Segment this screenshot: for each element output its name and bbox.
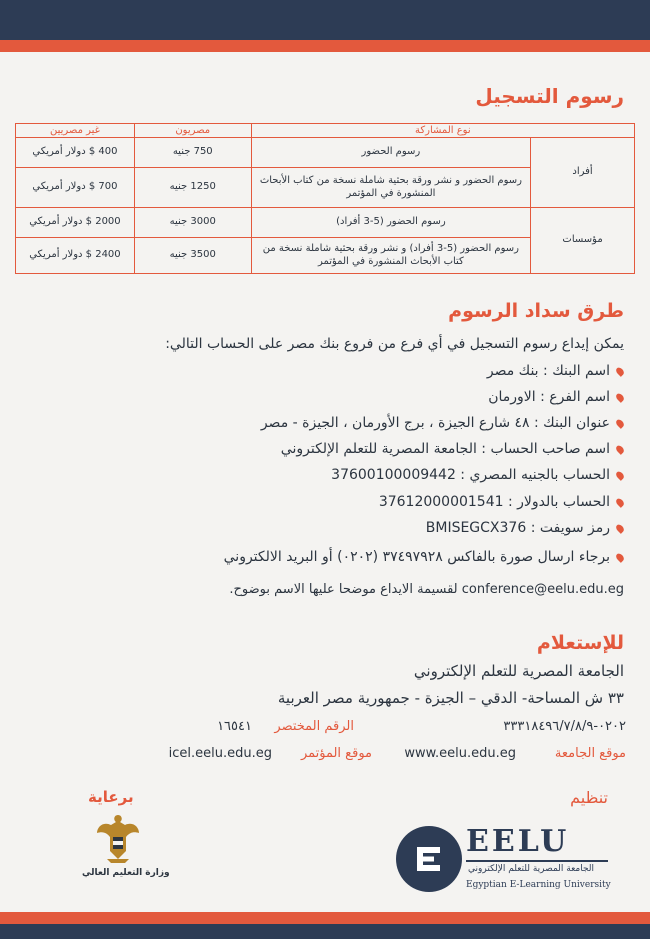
fees-table [15,123,635,274]
payment-item-text: رمز سويفت : BMISEGCX376 [425,520,610,536]
table-header-row [16,124,635,138]
payment-item [281,441,624,457]
top-orange-band [0,40,650,52]
bottom-navy-band [0,924,650,939]
payment-item-text: برجاء ارسال صورة بالفاكس ٣٧٤٩٧٩٢٨ (٠٢٠٢) أو البريد الالكتروني [223,549,610,565]
eelu-logo-arabic: الجامعة المصرية للتعلم الإلكتروني [468,864,595,874]
payment-item-text: الحساب بالدولار : 37612000001541 [378,494,610,510]
location-pin-icon [615,392,626,403]
payment-item [379,494,624,510]
inquiry-title: للإستعلام [536,632,624,654]
row-egp: 1250 جنيه [134,168,251,208]
conf-site-link[interactable]: icel.eelu.edu.eg [168,746,272,761]
inquiry-address: ٣٣ ش المساحة- الدقي – الجيزة - جمهورية مصر العربية [277,689,624,707]
row-type: رسوم الحضور [251,138,530,168]
ministry-name: وزارة التعليم العالي [82,868,170,878]
group-label: أفراد [531,138,635,208]
fees-title: رسوم التسجيل [475,84,624,108]
payment-email[interactable]: conference@eelu.edu.eg [461,582,624,597]
payment-item-text: اسم البنك : بنك مصر [486,363,610,379]
table-row [16,138,635,168]
table-row [16,208,635,238]
row-type: رسوم الحضور (5-3 أفراد) [251,208,530,238]
payment-item-text: الحساب بالجنيه المصري : 37600100009442 [331,467,610,483]
eelu-logo-mark [396,826,462,892]
group-label: مؤسسات [531,208,635,274]
location-pin-icon [615,418,626,429]
location-pin-icon [615,497,626,508]
bottom-orange-band [0,912,650,924]
header-type: نوع المشاركة [251,124,634,138]
location-pin-icon [615,523,626,534]
short-number: ١٦٥٤١ [217,719,252,734]
eelu-logo-text: EELU [466,824,570,859]
payment-item-text: عنوان البنك : ٤٨ شارع الجيزة ، برج الأورمان ، الجيزة - مصر [260,415,610,431]
payment-item [426,520,624,536]
row-usd: 400 $ دولار أمريكي [16,138,135,168]
row-type: رسوم الحضور (5-3 أفراد) و نشر ورقة بحثية شاملة نسخة من كتاب الأبحاث المنشورة في المؤتمر [251,238,530,274]
location-pin-icon [615,552,626,563]
payment-item [488,389,624,405]
row-egp: 3500 جنيه [134,238,251,274]
payment-item [261,415,624,431]
row-type: رسوم الحضور و نشر ورقة بحثية شاملة نسخة من كتاب الأبحاث المنشورة في المؤتمر [251,168,530,208]
conf-site-label: موقع المؤتمر [300,746,372,761]
location-pin-icon [615,444,626,455]
row-usd: 700 $ دولار أمريكي [16,168,135,208]
payment-item-text: اسم الفرع : الاورمان [488,389,610,405]
inquiry-org: الجامعة المصرية للتعلم الإلكتروني [413,662,624,680]
organized-label: تنظيم [570,788,608,807]
payment-closing: لقسيمة الايداع موضحا عليها الاسم بوضوح. [229,582,458,597]
payment-item-text: اسم صاحب الحساب : الجامعة المصرية للتعلم الإلكتروني [280,441,610,457]
payment-item [487,363,624,379]
top-navy-band [0,0,650,40]
location-pin-icon [615,366,626,377]
eelu-logo-english: Egyptian E-Learning University [466,880,611,890]
header-egyptian: مصريون [134,124,251,138]
ministry-eagle-logo [95,811,141,865]
header-foreign: غير مصريين [16,124,135,138]
eelu-logo-rule [466,860,608,862]
payment-item [224,549,624,565]
payment-title: طرق سداد الرسوم [448,300,624,322]
row-egp: 750 جنيه [134,138,251,168]
payment-closing-line [229,582,624,597]
sponsor-label: برعاية [88,788,134,806]
payment-intro: يمكن إيداع رسوم التسجيل في أي فرع من فروع بنك مصر على الحساب التالي: [165,336,624,352]
uni-site-label: موقع الجامعة [554,746,626,761]
location-pin-icon [615,470,626,481]
row-egp: 3000 جنيه [134,208,251,238]
short-number-label: الرقم المختصر [274,719,354,734]
payment-item [331,467,624,483]
row-usd: 2000 $ دولار أمريكي [16,208,135,238]
inquiry-phones: ٠٢٠٢-٣٣٣١٨٤٩٦/٧/٨/٩ [503,719,626,734]
uni-site-link[interactable]: www.eelu.edu.eg [404,746,516,761]
row-usd: 2400 $ دولار أمريكي [16,238,135,274]
